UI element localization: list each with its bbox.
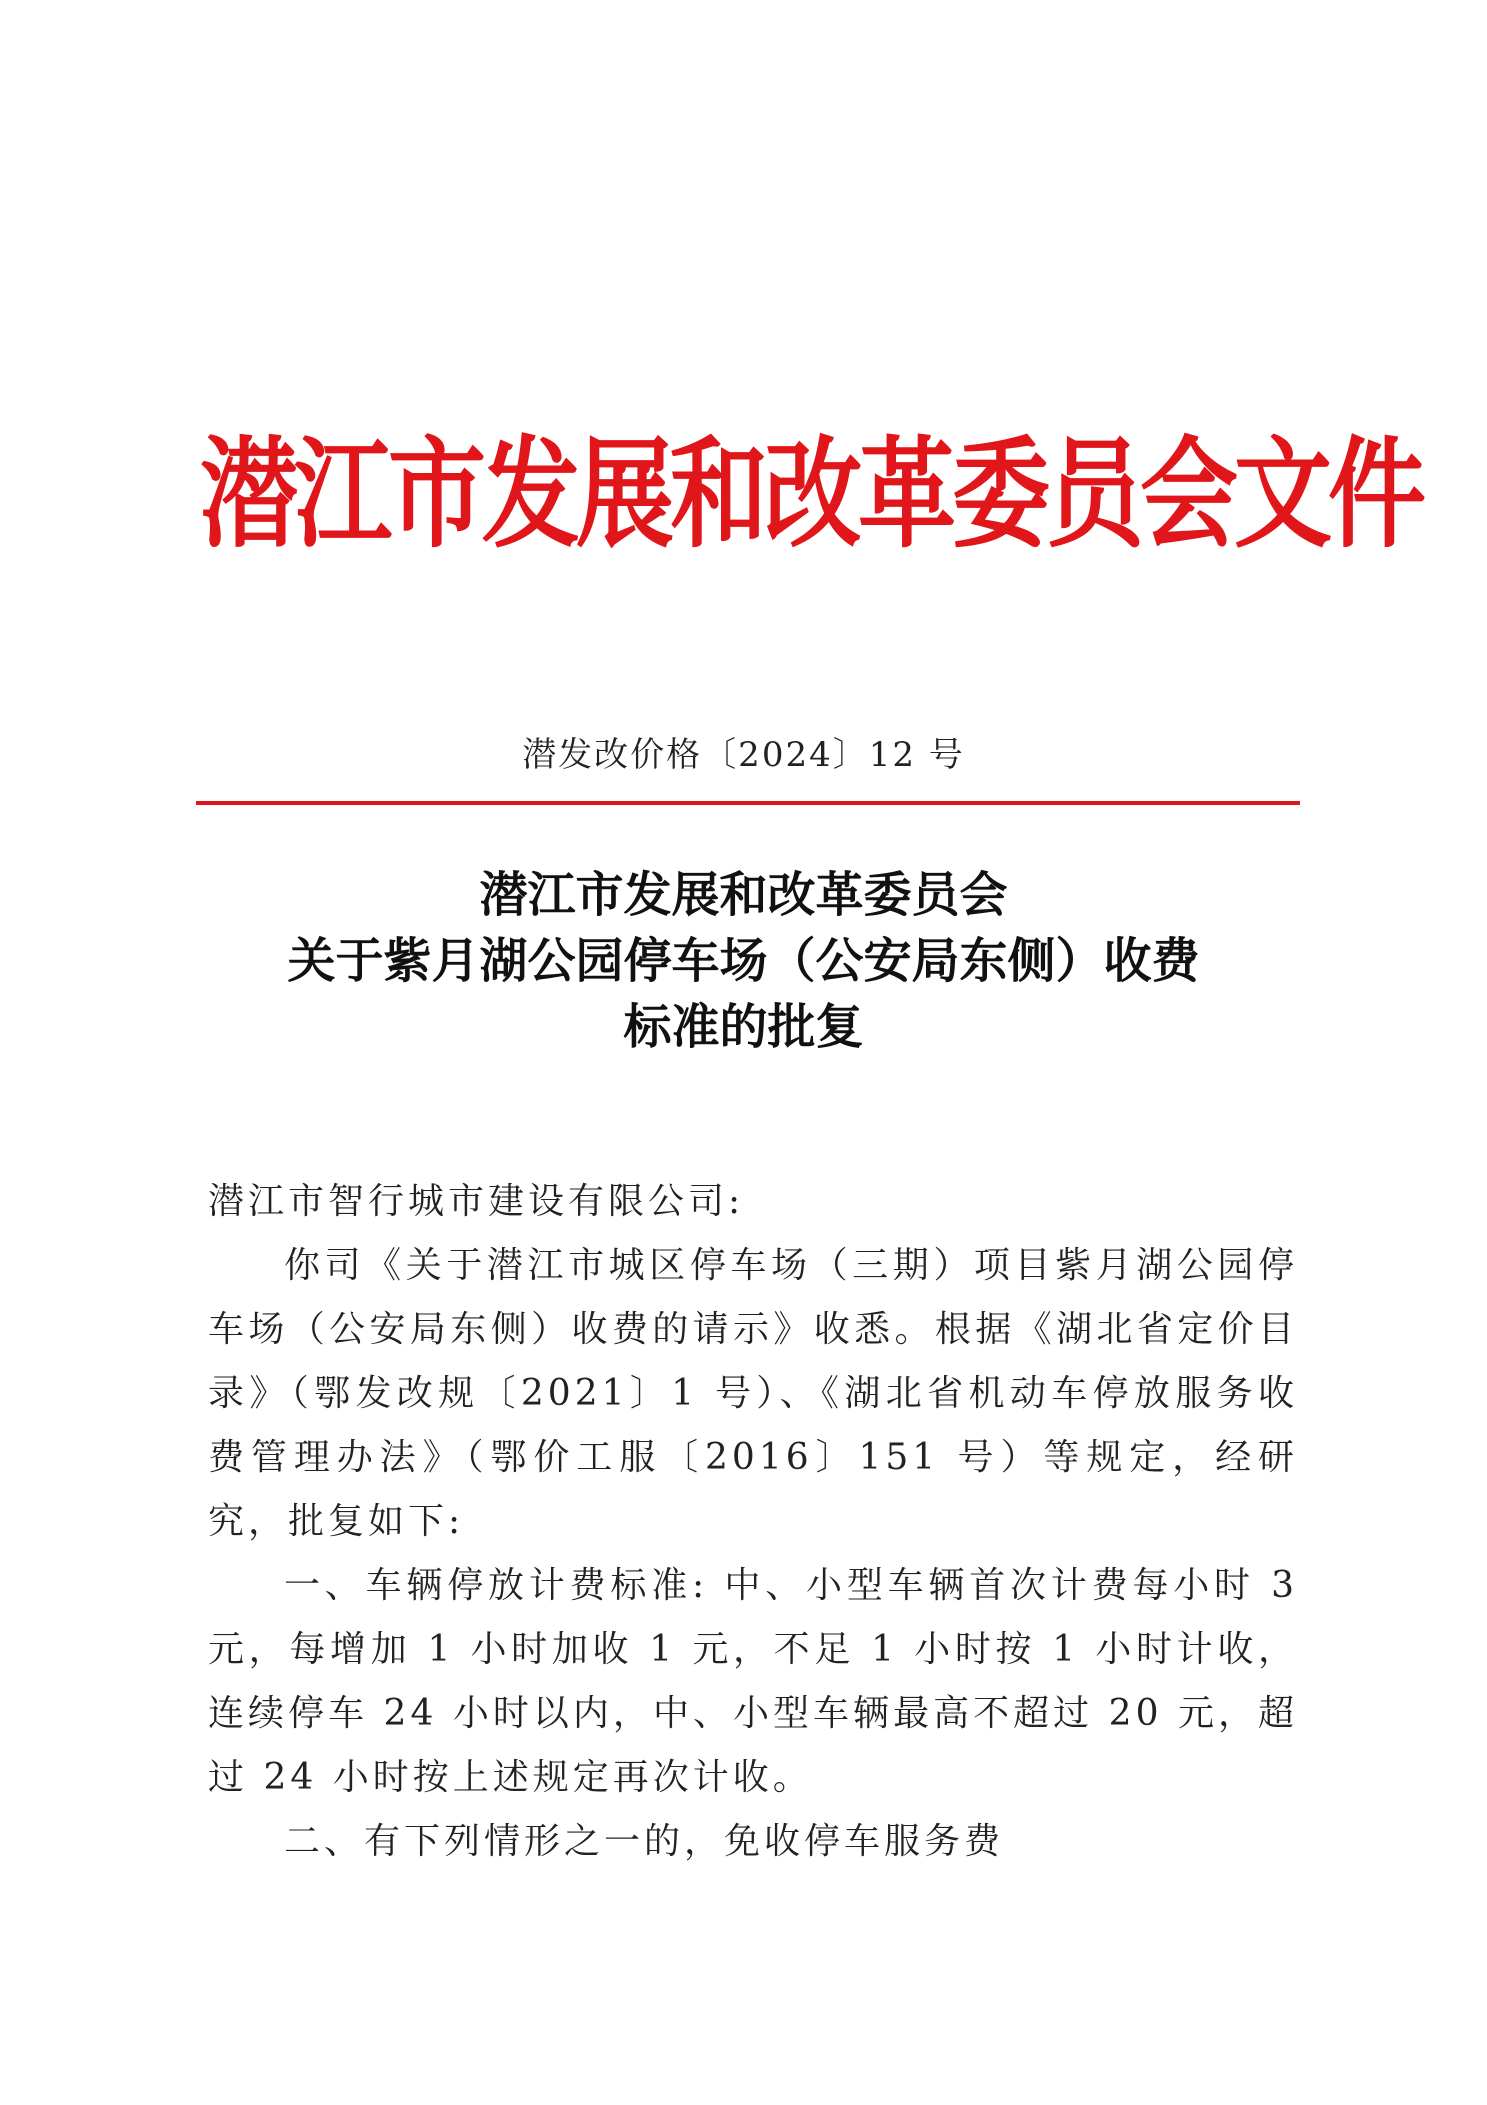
red-separator-line (196, 801, 1300, 805)
body-paragraph-3: 二、有下列情形之一的，免收停车服务费 (284, 1821, 1005, 1862)
document-title (0, 862, 1487, 1060)
issuing-authority-header: 潜江市发展和改革委员会文件 (200, 424, 1423, 565)
title-line-3: 标准的批复 (623, 999, 864, 1055)
document-body (208, 1170, 1298, 1874)
body-paragraph-2: 一、车辆停放计费标准: 中、小型车辆首次计费每小时 3 元，每增加 1 小时加收 1 元，不足 1 小时按 1 小时计收，连续停车 24 小时以内，中、小型车辆最高不超过 20 元，超过 24 小时按上述规定再次计收。 (208, 1565, 1298, 1798)
title-line-1: 潜江市发展和改革委员会 (479, 867, 1008, 923)
body-paragraph-1: 你司《关于潜江市城区停车场（三期）项目紫月湖公园停车场（公安局东侧）收费的请示》收悉。根据《湖北省定价目录》（鄂发改规〔2021〕1 号）、《湖北省机动车停放服务收费管理办法》（鄂价工服〔2016〕151 号）等规定，经研究，批复如下: (208, 1245, 1298, 1542)
document-number: 潜发改价格〔2024〕12 号 (522, 735, 965, 775)
title-line-2: 关于紫月湖公园停车场（公安局东侧）收费 (287, 933, 1200, 989)
addressee: 潜江市智行城市建设有限公司: (208, 1181, 745, 1222)
